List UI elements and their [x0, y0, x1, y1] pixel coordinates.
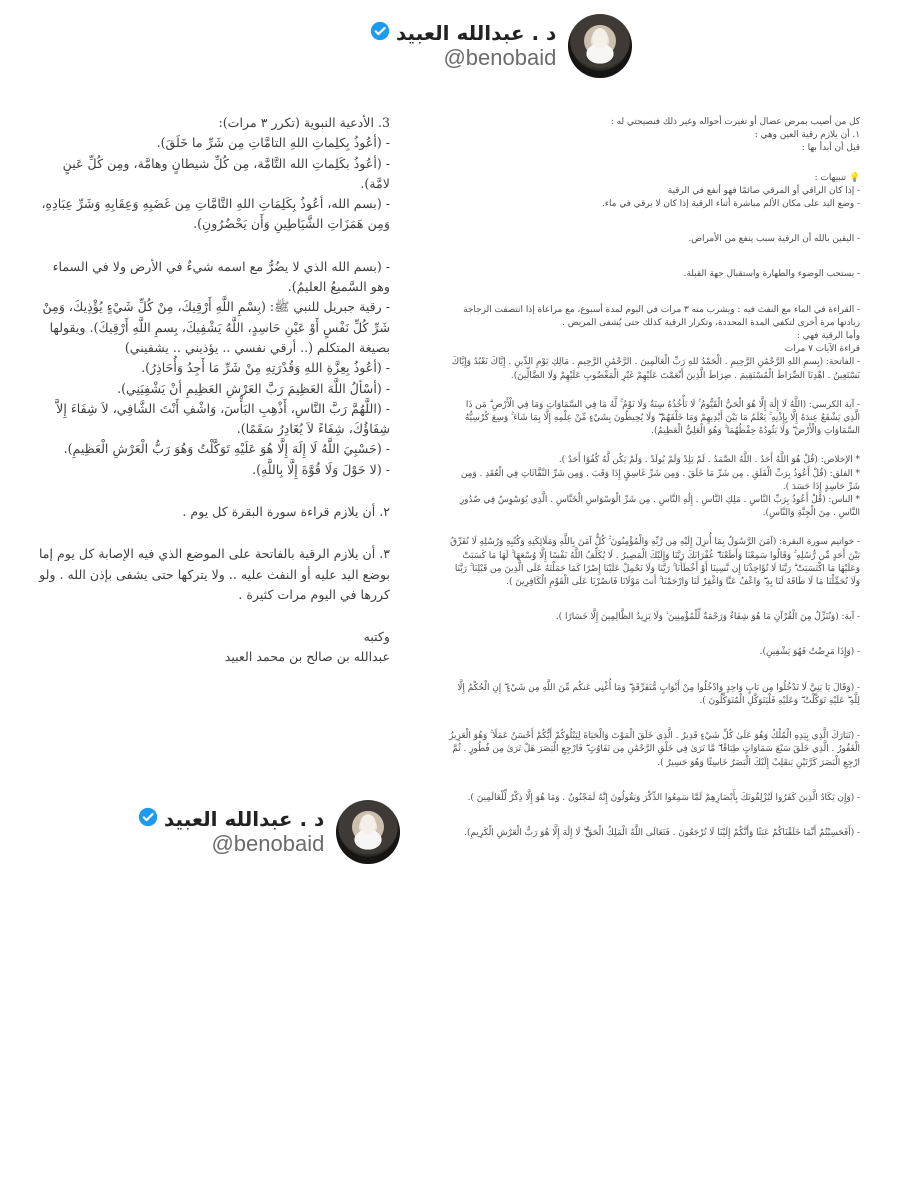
spacer [36, 522, 390, 544]
verse-block: * الفلق: (قُلْ أَعُوذُ بِرَبِّ الْفَلَقِ . مِن شَرِّ مَا خَلَقَ . وَمِن شَرِّ غَاسِقٍ إِذَا وَقَبَ . وَمِن شَرِّ النَّفَّاثَاتِ فِي الْعُقَدِ . وَمِن شَرِّ حَاسِدٍ إِذَا حَسَدَ ). [460, 468, 860, 492]
name-row [370, 21, 556, 45]
verse-block: * الإخلاص: (قُلْ هُوَ اللَّهُ أَحَدٌ . اللَّهُ الصَّمَدُ . لَمْ يَلِدْ وَلَمْ يُولَدْ . وَلَمْ يَكُن لَّهُ كُفُوًا أَحَدٌ ). [558, 455, 860, 466]
signoff [36, 627, 390, 667]
dua-line: - (أسْألُ اللَّهَ العَظِيمَ رَبَّ العَرْشِ العَظِيمِ أنْ يَشْفِيَنِي). [117, 380, 390, 396]
verse-block: - آية الكرسي: (اللَّهُ لَا إِلَٰهَ إِلَّا هُوَ الْحَيُّ الْقَيُّومُ ۚ لَا تَأْخُذُهُ سِنَةٌ وَلَا نَوْمٌ ۚ لَّهُ مَا فِي السَّمَاوَاتِ وَمَا فِي الْأَرْضِ ۗ مَن ذَا الَّذِي يَشْفَعُ عِندَهُ إِلَّا بِإِذْنِهِ ۚ يَعْلَمُ مَا بَيْنَ أَيْدِيهِمْ وَمَا خَلْفَهُمْ ۖ وَلَا يُحِيطُونَ بِشَيْءٍ مِّنْ عِلْمِهِ إِلَّا بِمَا شَاءَ ۚ وَسِعَ كُرْسِيُّهُ السَّمَاوَاتِ وَالْأَرْضَ ۖ وَلَا يَئُودُهُ حِفْظُهُمَا ۚ وَهُوَ الْعَلِيُّ الْعَظِيمُ). [464, 399, 860, 437]
verified-badge-icon [138, 807, 158, 831]
dua-line: - (أعُوذُ بِعِزَّةِ اللهِ وَقُدْرَتِهِ مِنْ شَرِّ مَا أَجِدُ وَأُحَاذِرُ). [141, 360, 390, 376]
verse-block: - الفاتحة: (بِسمِ اللهِ الرَّحْمَٰنِ الرَّحِيمِ . الْحَمْدُ للهِ رَبِّ الْعَالَمِينَ . الرَّحْمَٰنِ الرَّحِيمِ . مَالِكِ يَوْمِ الدِّينِ . إِيَّاكَ نَعْبُدُ وَإِيَّاكَ نَسْتَعِينُ . اهْدِنَا الصِّرَاطَ الْمُسْتَقِيمَ . صِرَاطَ الَّذِينَ أَنْعَمْتَ عَلَيْهِمْ غَيْرِ الْمَغْضُوبِ عَلَيْهِمْ وَلَا الضَّالِّينَ). [451, 357, 860, 381]
verse-block: - (وَإِن يَكَادُ الَّذِينَ كَفَرُوا لَيُزْلِقُونَكَ بِأَبْصَارِهِمْ لَمَّا سَمِعُوا الذِّكْرَ وَيَقُولُونَ إِنَّهُ لَمَجْنُونٌ . وَمَا هُوَ إِلَّا ذِكْرٌ لِّلْعَالَمِينَ ). [467, 792, 860, 803]
section-heading: 3. الأدعية النبوية (تكرر ٣ مرات): [218, 115, 390, 130]
note-line: - إذا كان الراقي أو المرقي صائمًا فهو أنفع في الرقية [667, 185, 860, 196]
ruqya-subheading: قراءة الآيات ٧ مرات [784, 344, 860, 355]
dua-line: - (حَسْبِيَ اللَّهُ لَا إِلَهَ إِلَّا هُوَ عَلَيْهِ تَوَكَّلْتُ وَهُوَ رَبُّ الْعَرْشِ الْعَظِيمِ). [63, 441, 390, 457]
intro-line: قيل أن أبدأ بها : [801, 143, 860, 154]
spacer [448, 520, 860, 536]
handle[interactable]: @benobaid [443, 45, 557, 70]
avatar[interactable] [336, 800, 400, 864]
dua-line: - (أعُوذُ بكَلِماتِ الله التَّامَّة، مِن كُلِّ شيطانٍ وهامَّة، ومِن كُلِّ عَينٍ لامَّة). [62, 155, 390, 191]
spacer [448, 660, 860, 682]
spacer [36, 480, 390, 502]
spacer [448, 708, 860, 730]
spacer [448, 438, 860, 454]
verse-block: * الناس: (قُلْ أَعُوذُ بِرَبِّ النَّاسِ . مَلِكِ النَّاسِ . إِلَٰهِ النَّاسِ . مِن شَرِّ الْوَسْوَاسِ الْخَنَّاسِ . الَّذِي يُوَسْوِسُ فِي صُدُورِ النَّاسِ . مِنَ الْجِنَّةِ وَالنَّاسِ). [459, 495, 860, 519]
dua-line: - رقية جبريل للنبي ﷺ: (بِسْمِ اللَّهِ أَرْقِيكَ، مِنْ كُلِّ شَيْءٍ يُؤْذِيكَ، وَمِنْ شَرِّ كُلِّ نَفْسٍ أَوْ عَيْنِ حَاسِدٍ، اللَّهُ يَشْفِيكَ، بِسمِ اللَّهِ أَرْقِيكَ). ويقولها بصيغة المتكلم (.. أرقي نفسي .. يؤذيني .. يشفيني) [42, 299, 390, 355]
ruqya-heading: وأما الرقية فهي : [796, 331, 860, 342]
dua-line: - (لا حَوْلَ وَلَا قُوَّةَ إِلَّا بِاللَّهِ). [252, 461, 390, 477]
verse-block: - خواتيم سورة البقرة: (آمَنَ الرَّسُولُ بِمَا أُنزِلَ إِلَيْهِ مِن رَّبِّهِ وَالْمُؤْمِنُونَ ۚ كُلٌّ آمَنَ بِاللَّهِ وَمَلَائِكَتِهِ وَكُتُبِهِ وَرُسُلِهِ لَا نُفَرِّقُ بَيْنَ أَحَدٍ مِّن رُّسُلِهِ ۚ وَقَالُوا سَمِعْنَا وَأَطَعْنَا ۖ غُفْرَانَكَ رَبَّنَا وَإِلَيْكَ الْمَصِيرُ . لَا يُكَلِّفُ اللَّهُ نَفْسًا إِلَّا وُسْعَهَا ۚ لَهَا مَا كَسَبَتْ وَعَلَيْهَا مَا اكْتَسَبَتْ ۗ رَبَّنَا لَا تُؤَاخِذْنَا إِن نَّسِينَا أَوْ أَخْطَأْنَا ۚ رَبَّنَا وَلَا تَحْمِلْ عَلَيْنَا إِصْرًا كَمَا حَمَلْتَهُ عَلَى الَّذِينَ مِن قَبْلِنَا ۚ رَبَّنَا وَلَا تُحَمِّلْنَا مَا لَا طَاقَةَ لَنَا بِهِ ۖ وَاعْفُ عَنَّا وَاغْفِرْ لَنَا وَارْحَمْنَا ۚ أَنتَ مَوْلَانَا فَانصُرْنَا عَلَى الْقَوْمِ الْكَافِرِينَ ). [450, 537, 860, 588]
spacer [448, 156, 860, 172]
spacer [448, 805, 860, 827]
note-line: - القراءة في الماء مع النفث فيه : ويشرب منه ٣ مرات في اليوم لمدة أسبوع، مع مراعاة إذا انتصفت الزجاجة زيادتها مرة أخرى لتكفي المدة المحددة، وتكرار الرقية كذلك حتى يُشفى المريض . [463, 304, 860, 328]
spacer [448, 589, 860, 611]
dua-line: - (أعُوذُ بِكلِماتِ اللهِ التامَّاتِ مِن شَرِّ ما خَلَقَ). [156, 135, 390, 151]
display-name[interactable]: د . عبدالله العبيد [396, 21, 557, 45]
dua-line: - (بسم الله الذي لا يضُرُّ مع اسمه شيءٌ في الأرض ولا في السماء وهو السَّميعُ العليمُ). [52, 258, 390, 295]
avatar[interactable] [568, 14, 632, 78]
dua-line: - (اللَّهُمَّ رَبَّ النَّاسِ، أَذْهِبِ البَأْسَ، وَاشْفِ أَنْتَ الشَّافِي، لاَ شِفَاءَ إِلاَّ شِفَاؤُكَ، شِفَاءً لاَ يُغَادِرُ سَقَمًا). [56, 400, 390, 437]
spacer [448, 246, 860, 268]
profile-header-top [370, 14, 632, 78]
note-line: - اليقين بالله أن الرقية سبب ينفع من الأمراض. [688, 234, 860, 245]
profile-header-bottom [138, 800, 400, 864]
profile-names [138, 807, 324, 857]
advice-line: ٢. أن يلازم قراءة سورة البقرة كل يوم . [182, 504, 390, 520]
verse-block: - (وَإِذَا مَرِضْتُ فَهُوَ يَشْفِينِ). [759, 647, 860, 658]
intro-line: ١. أن يلازم رقية العين وهي : [754, 130, 860, 141]
advice-line: ٣. أن يلازم الرقية بالفاتحة على الموضع الذي فيه الإصابة كل يوم إما بوضع اليد عليه أو النفث عليه .. ولا يتركها حتى يشفى بإذن الله . ولو كررها في اليوم مرات كثيرة . [38, 546, 390, 602]
profile-names [370, 21, 556, 71]
display-name[interactable]: د . عبدالله العبيد [164, 807, 325, 831]
note-line: - يستحب الوضوء والطهارة واستقبال جهة القبلة. [683, 269, 860, 280]
dua-line: - (بسم الله، أعُوذُ بِكَلِمَاتِ اللهِ التَّامَّاتِ مِن غَضَبِهِ وَعِقَابِهِ وَشَرِّ عِبَادِهِ، وَمِن هَمَزَاتِ الشَّيَاطِينِ وَأَن يَحْضُرُونِ). [41, 196, 390, 232]
spacer [36, 235, 390, 257]
spacer [36, 605, 390, 627]
verse-block: - (وَقَالَ يَا بَنِيَّ لَا تَدْخُلُوا مِن بَابٍ وَاحِدٍ وَادْخُلُوا مِنْ أَبْوَابٍ مُّتَفَرِّقَةٍ ۖ وَمَا أُغْنِي عَنكُم مِّنَ اللَّهِ مِن شَيْءٍ ۖ إِنِ الْحُكْمُ إِلَّا لِلَّهِ ۖ عَلَيْهِ تَوَكَّلْتُ ۖ وَعَلَيْهِ فَلْيَتَوَكَّلِ الْمُتَوَكِّلُونَ ). [457, 682, 860, 706]
signoff-line: وكتبه [363, 629, 390, 645]
spacer [448, 624, 860, 646]
right-column [448, 116, 860, 840]
name-row [138, 807, 324, 831]
spacer [448, 282, 860, 304]
spacer [448, 383, 860, 399]
verse-block: - (أَفَحَسِبْتُمْ أَنَّمَا خَلَقْنَاكُمْ عَبَثًا وَأَنَّكُمْ إِلَيْنَا لَا تُرْجَعُونَ . فَتَعَالَى اللَّهُ الْمَلِكُ الْحَقُّ ۖ لَا إِلَٰهَ إِلَّا هُوَ رَبُّ الْعَرْشِ الْكَرِيمِ). [464, 827, 860, 838]
verified-badge-icon [370, 21, 390, 45]
left-column [36, 113, 390, 667]
intro-line: كل من أصيب بمرض عضال أو تغيرت أحواله وغير ذلك فنصيحتي له : [610, 117, 860, 127]
handle[interactable]: @benobaid [211, 831, 325, 856]
signoff-author: عبدالله بن صالح بن محمد العبيد [224, 649, 390, 665]
spacer [448, 211, 860, 233]
notes-heading: 💡 تنبيهات : [814, 172, 860, 183]
note-line: - وضع اليد على مكان الألم مباشرة أثناء الرقية إذا كان لا يرقي في ماء. [601, 199, 860, 210]
spacer [448, 770, 860, 792]
verse-block: - آية: (وَنُنَزِّلُ مِنَ الْقُرْآنِ مَا هُوَ شِفَاءٌ وَرَحْمَةٌ لِّلْمُؤْمِنِينَ ۙ وَلَا يَزِيدُ الظَّالِمِينَ إِلَّا خَسَارًا ). [555, 612, 860, 623]
verse-block: - (تَبَارَكَ الَّذِي بِيَدِهِ الْمُلْكُ وَهُوَ عَلَىٰ كُلِّ شَيْءٍ قَدِيرٌ . الَّذِي خَلَقَ الْمَوْتَ وَالْحَيَاةَ لِيَبْلُوَكُمْ أَيُّكُمْ أَحْسَنُ عَمَلًا ۚ وَهُوَ الْعَزِيزُ الْغَفُورُ . الَّذِي خَلَقَ سَبْعَ سَمَاوَاتٍ طِبَاقًا ۖ مَّا تَرَىٰ فِي خَلْقِ الرَّحْمَٰنِ مِن تَفَاوُتٍ ۖ فَارْجِعِ الْبَصَرَ هَلْ تَرَىٰ مِن فُطُورٍ . ثُمَّ ارْجِعِ الْبَصَرَ كَرَّتَيْنِ يَنقَلِبْ إِلَيْكَ الْبَصَرُ خَاسِئًا وَهُوَ حَسِيرٌ ). [449, 731, 860, 768]
